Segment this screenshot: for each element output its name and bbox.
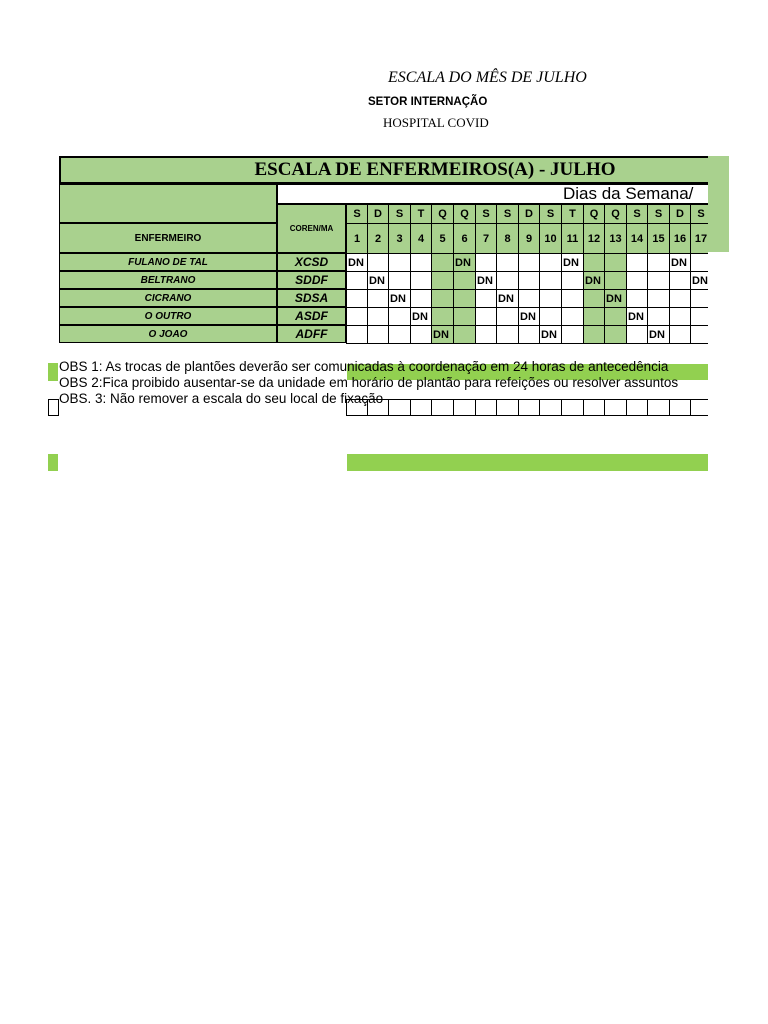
shift-cell: [367, 289, 389, 308]
empty-cell: [475, 399, 497, 416]
empty-cell: [669, 399, 691, 416]
nurse-name: CICRANO: [59, 289, 277, 307]
weekday-cell: S: [496, 204, 519, 224]
shift-cell: [583, 289, 605, 308]
shift-cell: [518, 271, 540, 290]
shift-cell: [367, 253, 389, 272]
shift-cell: [431, 307, 454, 326]
day-number-cell: 7: [475, 223, 497, 254]
shift-cell: DN: [453, 253, 476, 272]
empty-cell: [539, 399, 562, 416]
weekday-cell: Q: [583, 204, 605, 224]
weekday-cell: Q: [604, 204, 627, 224]
shift-cell: [690, 289, 708, 308]
shift-cell: [367, 307, 389, 326]
empty-cell: [626, 399, 648, 416]
weekday-cell: S: [346, 204, 368, 224]
nurse-coren: SDDF: [277, 271, 346, 289]
shift-cell: [690, 325, 708, 344]
empty-cell: [410, 399, 432, 416]
shift-cell: [453, 271, 476, 290]
shift-cell: [583, 253, 605, 272]
nurse-coren: ADFF: [277, 325, 346, 343]
empty-cell: [647, 399, 670, 416]
nurse-name: BELTRANO: [59, 271, 277, 289]
nurse-column-header: ENFERMEIRO: [59, 223, 277, 253]
shift-cell: [475, 253, 497, 272]
weekday-cell: D: [367, 204, 389, 224]
empty-cell: [453, 399, 476, 416]
shift-cell: [367, 325, 389, 344]
day-number-cell: 16: [669, 223, 691, 254]
day-number-cell: 15: [647, 223, 670, 254]
shift-cell: [496, 271, 519, 290]
shift-cell: [669, 325, 691, 344]
shift-cell: DN: [410, 307, 432, 326]
nurse-coren: SDSA: [277, 289, 346, 307]
nurse-coren: XCSD: [277, 253, 346, 271]
shift-cell: [453, 289, 476, 308]
nurse-name: FULANO DE TAL: [59, 253, 277, 271]
empty-cell: [496, 399, 519, 416]
empty-cell: [388, 399, 411, 416]
header-side-block: [708, 156, 729, 252]
shift-cell: DN: [346, 253, 368, 272]
shift-cell: [690, 253, 708, 272]
shift-cell: DN: [690, 271, 708, 290]
day-number-cell: 4: [410, 223, 432, 254]
shift-cell: [626, 289, 648, 308]
shift-cell: [388, 325, 411, 344]
hospital-label: HOSPITAL COVID: [383, 115, 489, 130]
empty-cell: [604, 399, 627, 416]
shift-cell: [496, 307, 519, 326]
shift-cell: [388, 253, 411, 272]
header-blank-cell: [59, 184, 277, 223]
shift-cell: [604, 271, 627, 290]
shift-cell: [647, 271, 670, 290]
day-number-cell: 14: [626, 223, 648, 254]
table-title-bar: [59, 156, 708, 184]
shift-cell: DN: [539, 325, 562, 344]
footer-bar: [347, 454, 708, 471]
shift-cell: [583, 307, 605, 326]
shift-cell: [539, 289, 562, 308]
shift-cell: [410, 289, 432, 308]
weekday-cell: D: [518, 204, 540, 224]
shift-cell: [626, 253, 648, 272]
shift-cell: [604, 253, 627, 272]
shift-cell: [604, 325, 627, 344]
shift-cell: DN: [561, 253, 584, 272]
day-number-cell: 3: [388, 223, 411, 254]
shift-cell: [475, 307, 497, 326]
empty-cell: [690, 399, 708, 416]
note-obs3: OBS. 3: Não remover a escala do seu local de fixação: [59, 391, 384, 406]
day-number-cell: 17: [690, 223, 708, 254]
shift-cell: [346, 289, 368, 308]
weekday-cell: D: [669, 204, 691, 224]
note-obs1: OBS 1: As trocas de plantões deverão ser comunicadas à coordenação em 24 horas de antecedência: [59, 359, 669, 374]
days-of-week-header: [277, 184, 708, 204]
note-checkbox: [48, 399, 59, 416]
shift-cell: DN: [496, 289, 519, 308]
shift-cell: [496, 325, 519, 344]
shift-cell: DN: [367, 271, 389, 290]
weekday-cell: S: [539, 204, 562, 224]
day-number-cell: 6: [453, 223, 476, 254]
coren-column-header: COREN/MA: [277, 204, 346, 253]
shift-cell: [346, 325, 368, 344]
shift-cell: [475, 325, 497, 344]
days-of-week-label: Dias da Semana/: [563, 184, 694, 203]
shift-cell: [626, 325, 648, 344]
weekday-cell: S: [388, 204, 411, 224]
day-number-cell: 2: [367, 223, 389, 254]
shift-cell: [561, 271, 584, 290]
nurse-name: O OUTRO: [59, 307, 277, 325]
day-number-cell: 13: [604, 223, 627, 254]
shift-cell: DN: [669, 253, 691, 272]
shift-cell: [561, 307, 584, 326]
shift-cell: [431, 289, 454, 308]
shift-cell: [690, 307, 708, 326]
shift-cell: [518, 325, 540, 344]
shift-cell: [583, 325, 605, 344]
day-number-cell: 12: [583, 223, 605, 254]
shift-cell: [388, 271, 411, 290]
shift-cell: [647, 289, 670, 308]
shift-cell: [604, 307, 627, 326]
day-number-cell: 5: [431, 223, 454, 254]
empty-cell: [431, 399, 454, 416]
shift-cell: DN: [604, 289, 627, 308]
table-title: ESCALA DE ENFERMEIROS(A) - JULHO: [254, 159, 616, 180]
shift-cell: DN: [518, 307, 540, 326]
shift-cell: DN: [626, 307, 648, 326]
shift-cell: [626, 271, 648, 290]
shift-cell: DN: [647, 325, 670, 344]
shift-cell: [647, 307, 670, 326]
nurse-name: O JOAO: [59, 325, 277, 343]
shift-cell: [410, 325, 432, 344]
shift-cell: [647, 253, 670, 272]
shift-cell: [475, 289, 497, 308]
empty-cell: [561, 399, 584, 416]
empty-cell: [518, 399, 540, 416]
shift-cell: [539, 307, 562, 326]
weekday-cell: T: [410, 204, 432, 224]
shift-cell: [346, 271, 368, 290]
shift-cell: [431, 271, 454, 290]
empty-cell: [583, 399, 605, 416]
shift-cell: [539, 253, 562, 272]
weekday-cell: S: [626, 204, 648, 224]
shift-cell: [410, 271, 432, 290]
weekday-cell: T: [561, 204, 584, 224]
nurse-coren: ASDF: [277, 307, 346, 325]
shift-cell: [453, 307, 476, 326]
shift-cell: [561, 289, 584, 308]
shift-cell: [453, 325, 476, 344]
shift-cell: [410, 253, 432, 272]
shift-cell: [669, 307, 691, 326]
weekday-cell: S: [647, 204, 670, 224]
day-number-cell: 9: [518, 223, 540, 254]
footer-marker: [48, 454, 58, 471]
shift-cell: [496, 253, 519, 272]
day-number-cell: 8: [496, 223, 519, 254]
weekday-cell: Q: [453, 204, 476, 224]
shift-cell: DN: [431, 325, 454, 344]
weekday-cell: Q: [431, 204, 454, 224]
day-number-cell: 11: [561, 223, 584, 254]
shift-cell: [388, 307, 411, 326]
sector-label: SETOR INTERNAÇÃO: [368, 96, 488, 108]
shift-cell: [669, 289, 691, 308]
shift-cell: DN: [388, 289, 411, 308]
page-title: ESCALA DO MÊS DE JULHO: [388, 69, 587, 86]
shift-cell: [518, 289, 540, 308]
shift-cell: [518, 253, 540, 272]
note-obs2: OBS 2:Fica proibido ausentar-se da unidade em horário de plantão para refeições ou resolver assuntos: [59, 375, 679, 390]
weekday-cell: S: [475, 204, 497, 224]
shift-cell: [346, 307, 368, 326]
weekday-cell: S: [690, 204, 708, 224]
shift-cell: [561, 325, 584, 344]
note-marker: [48, 363, 58, 381]
shift-cell: DN: [583, 271, 605, 290]
day-number-cell: 10: [539, 223, 562, 254]
shift-cell: [539, 271, 562, 290]
day-number-cell: 1: [346, 223, 368, 254]
shift-cell: DN: [475, 271, 497, 290]
shift-cell: [669, 271, 691, 290]
shift-cell: [431, 253, 454, 272]
